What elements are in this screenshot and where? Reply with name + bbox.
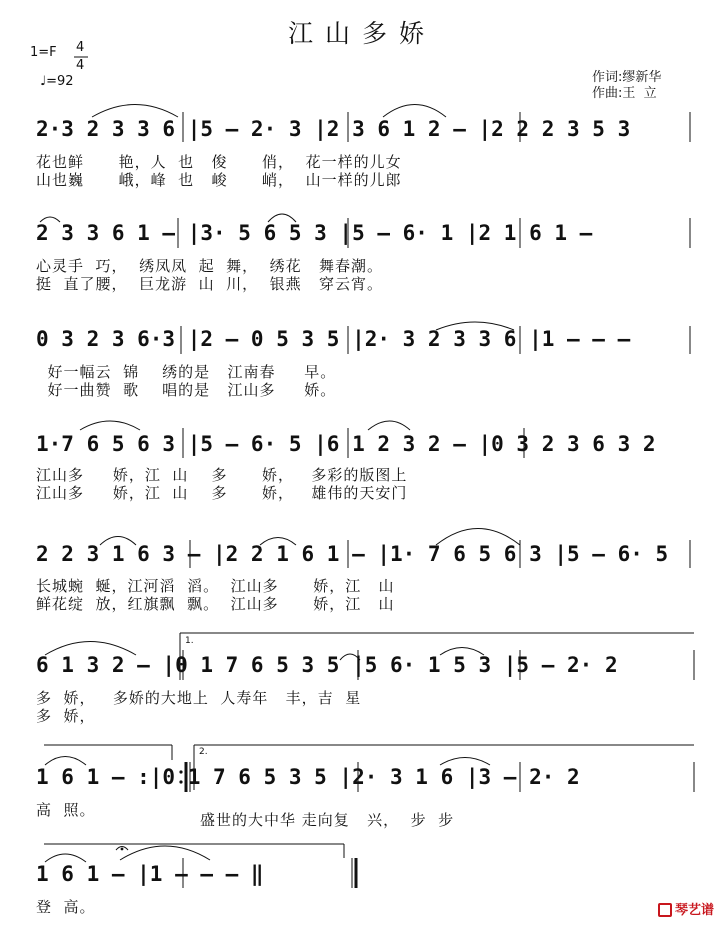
song-title: 江山多娇: [287, 19, 436, 48]
notation-row-2: 2 3 3 6 1 – |3· 5 6 5 3 |5 – 6· 1 |2 1 6 1 –: [36, 221, 593, 245]
lyrics-row-6-verse-1: 多 娇， 多娇的大地上 人寿年 丰，吉 星: [36, 689, 362, 707]
lyrics-row-5-verse-2: 鲜花绽 放，红旗飘 飘。 江山多 娇，江 山: [36, 595, 395, 613]
lyrics-row-7-verse-2: 盛世的大中华 走向复 兴， 步 步: [200, 811, 455, 829]
notation-row-5: 2 2 3 1 6 3 – |2 2 1 6 1 – |1· 7 6 5 6 3 |5 – 6· 5: [36, 542, 669, 566]
lyrics-row-5-verse-1: 长城蜿 蜒，江河滔 滔。 江山多 娇，江 山: [36, 577, 395, 595]
time-signature-top: 4: [76, 40, 85, 55]
lyrics-row-2-verse-2: 挺 直了腰， 巨龙游 山 川， 银燕 穿云宵。: [36, 275, 383, 293]
lyrics-row-2-verse-1: 心灵手 巧， 绣凤凤 起 舞， 绣花 舞春潮。: [36, 257, 383, 275]
lyrics-row-6-verse-2: 多 娇，: [36, 707, 96, 725]
time-signature-bottom: 4: [76, 58, 85, 73]
notation-row-3: 0 3 2 3 6·3 |2 – 0 5 3 5 |2· 3 2 3 3 6 |1 – – –: [36, 327, 631, 351]
lyricist-credit: 作词:缪新华: [592, 70, 662, 85]
volta-first-ending: 1.: [185, 636, 194, 646]
notation-row-8: 1 6 1 – |1 – – – ‖: [36, 862, 264, 886]
lyrics-row-4-verse-1: 江山多 娇，江 山 多 娇， 多彩的版图上: [36, 466, 408, 484]
notation-row-7: 1 6 1 – :|0 1 7 6 5 3 5 |2· 3 1 6 |3 – 2· 2: [36, 765, 580, 789]
logo-icon: [658, 903, 672, 917]
volta-second-ending: 2.: [199, 747, 208, 757]
watermark-text: 琴艺谱: [674, 903, 714, 918]
lyrics-row-1-verse-1: 花也鲜 艳，人 也 俊 俏， 花一样的儿女: [36, 153, 402, 171]
tempo-marking: ♩=92: [40, 74, 74, 89]
key-signature: 1=F: [30, 45, 57, 60]
notation-row-4: 1·7 6 5 6 3 |5 – 6· 5 |6 1 2 3 2 – |0 3 2 3 6 3 2: [36, 432, 656, 456]
notation-row-6: 6 1 3 2 – |0 1 7 6 5 3 5 |5 6· 1 5 3 |5 – 2· 2: [36, 653, 618, 677]
lyrics-row-3-verse-2: 好一曲赞 歌 唱的是 江山多 娇。: [36, 381, 337, 399]
lyrics-row-1-verse-2: 山也巍 峨，峰 也 峻 峭， 山一样的儿郎: [36, 171, 402, 189]
lyrics-row-3-verse-1: 好一幅云 锦 绣的是 江南春 早。: [36, 363, 337, 381]
lyrics-row-4-verse-2: 江山多 娇，江 山 多 娇， 雄伟的天安门: [36, 484, 408, 502]
composer-credit: 作曲:王 立: [592, 86, 657, 101]
lyrics-row-8-verse-1: 登 高。: [36, 898, 96, 916]
notation-row-1: 2·3 2 3 3 6 |5 – 2· 3 |2 3 6 1 2 – |2 2 2 3 5 3: [36, 117, 631, 141]
lyrics-row-7-verse-1: 高 照。: [36, 801, 96, 819]
site-logo: [640, 884, 714, 933]
